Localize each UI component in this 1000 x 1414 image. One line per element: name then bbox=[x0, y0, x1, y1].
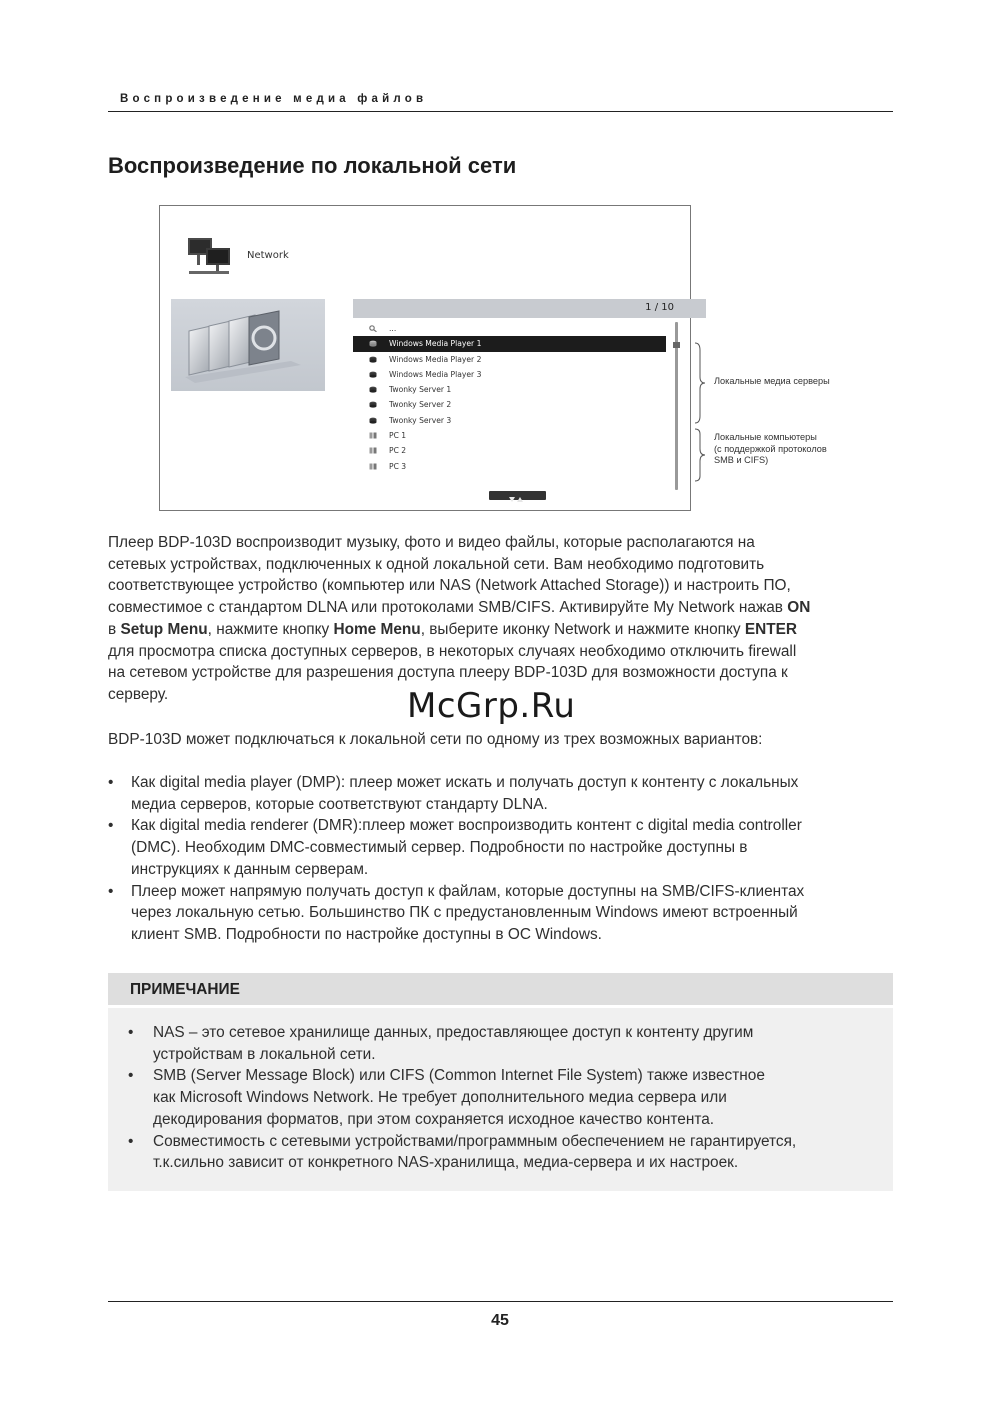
note-title: ПРИМЕЧАНИЕ bbox=[130, 981, 240, 998]
page-up-down-icon bbox=[489, 495, 546, 504]
header-rule bbox=[108, 111, 893, 112]
annotation-local-computers bbox=[714, 432, 827, 467]
list-item-twonky-server-1[interactable] bbox=[353, 382, 666, 397]
note-line: NAS – это сетевое хранилище данных, предоставляющее доступ к контенту другим bbox=[153, 1024, 754, 1041]
list-item-up[interactable] bbox=[353, 321, 666, 336]
page-arrows-button[interactable] bbox=[489, 491, 546, 500]
bullet-icon: • bbox=[128, 1067, 134, 1085]
note-line: декодирования форматов, при этом сохраняется исходное качество контента. bbox=[153, 1110, 715, 1128]
note-list bbox=[128, 1022, 878, 1174]
intro-line bbox=[108, 597, 898, 619]
list-item-label: Windows Media Player 2 bbox=[389, 354, 482, 364]
list-header bbox=[353, 299, 706, 318]
bullet-icon: • bbox=[128, 1132, 134, 1150]
intro-text: , выберите иконку Network и нажмите кнопку bbox=[420, 620, 745, 638]
list-item-label: ... bbox=[389, 324, 397, 333]
note-box bbox=[108, 1008, 893, 1191]
bullet-line: Как digital media player (DMP): плеер может искать и получать доступ к контенту с локальных bbox=[131, 774, 799, 791]
intro-bold: ENTER bbox=[744, 620, 798, 638]
list-item-label: Twonky Server 3 bbox=[389, 415, 452, 425]
computer-icon bbox=[369, 463, 377, 470]
intro-paragraph bbox=[108, 532, 898, 706]
bullet-icon: • bbox=[108, 774, 114, 791]
computer-icon bbox=[369, 432, 377, 439]
server-list bbox=[353, 321, 666, 474]
media-server-icon bbox=[369, 356, 377, 363]
network-icon bbox=[187, 236, 231, 276]
list-item-twonky-server-2[interactable] bbox=[353, 397, 666, 412]
modes-intro: BDP-103D может подключаться к локальной сети по одному из трех возможных вариантов: bbox=[108, 731, 763, 748]
bullet-line: (DMC). Необходим DMC-совместимый сервер. Подробности по настройке доступны в bbox=[131, 839, 748, 857]
network-preview-panel bbox=[171, 299, 325, 391]
computer-icon bbox=[369, 447, 377, 454]
intro-line: на сетевом устройстве для разрешения доступа плееру BDP-103D для возможности доступа к bbox=[108, 664, 788, 682]
intro-text: в bbox=[108, 620, 121, 638]
note-line: устройствам в локальной сети. bbox=[153, 1045, 376, 1063]
modes-list bbox=[108, 772, 898, 946]
list-item bbox=[128, 1065, 878, 1130]
annotation-line: (с поддержкой протоколов bbox=[714, 443, 827, 454]
note-line: т.к.сильно зависит от конкретного NAS-хранилища, медиа-сервера и их настроек. bbox=[153, 1154, 739, 1172]
media-server-icon bbox=[369, 417, 377, 424]
bullet-line: Плеер может напрямую получать доступ к файлам, которые доступны на SMB/CIFS-клиентах bbox=[131, 882, 805, 900]
list-item bbox=[108, 881, 898, 946]
list-item-label: Windows Media Player 1 bbox=[389, 339, 482, 349]
media-server-icon bbox=[369, 371, 377, 378]
intro-bold: Setup Menu bbox=[120, 620, 208, 638]
intro-line bbox=[108, 619, 898, 641]
page-number: 45 bbox=[491, 1312, 509, 1329]
list-item-label: PC 2 bbox=[389, 446, 407, 456]
list-item-pc-2[interactable] bbox=[353, 443, 666, 458]
footer-rule bbox=[108, 1301, 893, 1302]
intro-line: серверу. bbox=[108, 685, 169, 703]
list-item-label: Windows Media Player 3 bbox=[389, 369, 482, 379]
watermark: McGrp.Ru bbox=[407, 686, 576, 726]
running-header: Воспроизведение медиа файлов bbox=[120, 93, 428, 105]
search-icon bbox=[369, 325, 377, 332]
media-server-icon bbox=[369, 386, 377, 393]
bullet-line: Как digital media renderer (DMR):плеер может воспроизводить контент с digital media controller bbox=[131, 817, 802, 835]
annotation-line: Локальные компьютеры bbox=[714, 432, 817, 442]
network-label: Network bbox=[247, 250, 289, 261]
media-server-icon bbox=[369, 401, 377, 408]
intro-bold: ON bbox=[787, 599, 811, 617]
note-line: SMB (Server Message Block) или CIFS (Common Internet File System) также известное bbox=[153, 1067, 765, 1085]
intro-text: совместимое с стандартом DLNA или протоколами SMB/CIFS. Активируйте My Network нажав bbox=[108, 599, 788, 617]
bullet-icon: • bbox=[108, 817, 114, 835]
list-item bbox=[108, 772, 898, 815]
bullet-line: через локальную сетью. Большинство ПК с предустановленным Windows имеют встроенный bbox=[131, 904, 798, 922]
note-header bbox=[108, 973, 893, 1005]
bullet-line: клиент SMB. Подробности по настройке доступны в ОС Windows. bbox=[131, 925, 602, 943]
network-servers-illustration bbox=[171, 299, 325, 391]
list-item-windows-media-player-1[interactable] bbox=[353, 336, 666, 351]
list-item bbox=[108, 815, 898, 880]
intro-line: для просмотра списка доступных серверов, в некоторых случаях необходимо отключить firewall bbox=[108, 642, 797, 660]
list-item bbox=[128, 1022, 878, 1065]
bullet-icon: • bbox=[128, 1024, 134, 1041]
bullet-line: инструкциях к данным серверам. bbox=[131, 860, 369, 878]
bullet-line: медиа серверов, которые соответствуют стандарту DLNA. bbox=[131, 795, 548, 813]
annotation-line: SMB и CIFS) bbox=[714, 455, 769, 465]
brace-local-computers bbox=[694, 428, 706, 482]
list-item-label: PC 1 bbox=[389, 431, 407, 441]
list-item-pc-1[interactable] bbox=[353, 428, 666, 443]
list-item-windows-media-player-3[interactable] bbox=[353, 367, 666, 382]
list-item-label: PC 3 bbox=[389, 461, 407, 471]
intro-line: соответствующее устройство (компьютер или NAS (Network Attached Storage)) и настроить ПО, bbox=[108, 577, 791, 595]
page-counter: 1 / 10 bbox=[645, 302, 674, 313]
media-server-icon bbox=[369, 340, 377, 347]
intro-line: Плеер BDP-103D воспроизводит музыку, фото и видео файлы, которые располагаются на bbox=[108, 534, 755, 551]
page-title: Воспроизведение по локальной сети bbox=[108, 153, 517, 178]
brace-media-servers bbox=[694, 342, 706, 424]
intro-bold: Home Menu bbox=[333, 620, 421, 638]
note-line: как Microsoft Windows Network. Не требует дополнительного медиа сервера или bbox=[153, 1089, 727, 1107]
list-item-twonky-server-3[interactable] bbox=[353, 413, 666, 428]
bullet-icon: • bbox=[108, 882, 114, 900]
network-screenshot bbox=[159, 205, 691, 511]
list-item-label: Twonky Server 1 bbox=[389, 385, 452, 395]
annotation-media-servers: Локальные медиа серверы bbox=[714, 376, 830, 386]
intro-line: сетевых устройствах, подключенных к одной локальной сети. Вам необходимо подготовить bbox=[108, 555, 765, 573]
intro-text: , нажмите кнопку bbox=[207, 620, 334, 638]
list-item-pc-3[interactable] bbox=[353, 459, 666, 474]
list-item bbox=[128, 1131, 878, 1174]
note-line: Совместимость с сетевыми устройствами/программным обеспечением не гарантируется, bbox=[153, 1132, 797, 1150]
scrollbar-thumb[interactable] bbox=[673, 342, 680, 348]
list-item-windows-media-player-2[interactable] bbox=[353, 352, 666, 367]
list-item-label: Twonky Server 2 bbox=[389, 400, 452, 410]
